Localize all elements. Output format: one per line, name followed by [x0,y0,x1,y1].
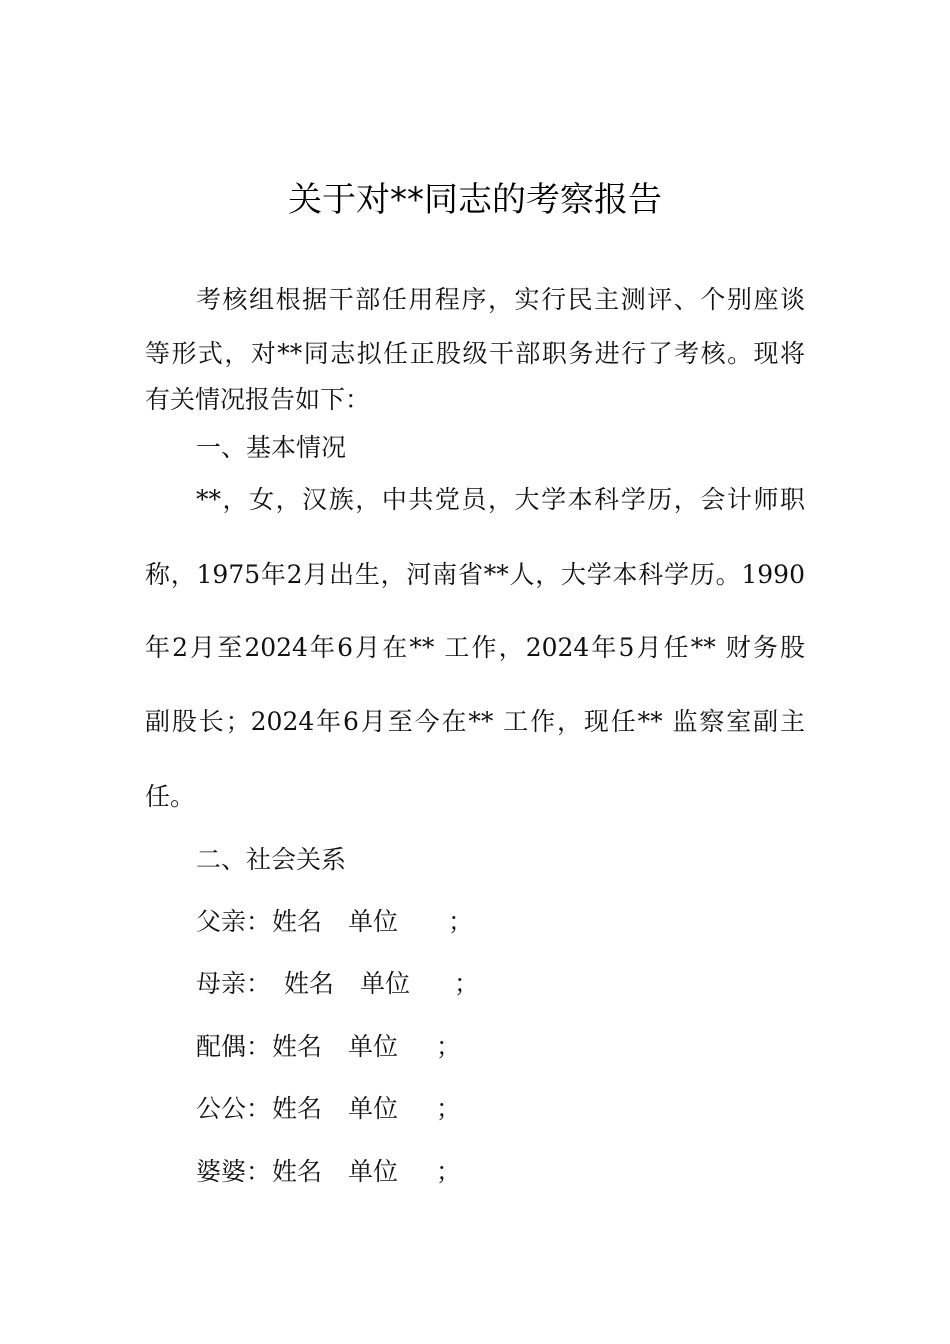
relation-row-mother [196,967,479,1001]
relation-label: 配偶： [196,1032,272,1061]
relation-label: 母亲： [196,969,272,998]
relation-name: 姓名 [272,1094,323,1123]
relation-end: ； [436,1157,462,1186]
relation-end: ； [436,1032,462,1061]
relation-row-spouse [196,1030,461,1064]
section-heading-basic: 一、基本情况 [196,433,347,462]
relation-name: 姓名 [272,1032,323,1061]
basic-line-3: 年2月至2024年6月在** 工作，2024年5月任** 财务股 [145,633,805,662]
intro-line-2: 等形式，对**同志拟任正股级干部职务进行了考核。现将 [145,339,805,368]
document-title: 关于对**同志的考察报告 [288,180,662,220]
relation-name: 姓名 [272,1157,323,1186]
relation-label: 父亲： [196,907,272,936]
relation-end: ； [448,907,474,936]
intro-line-3: 有关情况报告如下： [145,385,371,414]
relation-unit: 单位 [348,1094,399,1123]
relation-row-father-in-law [196,1092,461,1126]
relation-label: 婆婆： [196,1157,272,1186]
intro-line-1: 考核组根据干部任用程序，实行民主测评、个别座谈 [196,285,805,314]
relation-row-father [196,905,473,939]
section-heading-relations: 二、社会关系 [196,845,347,874]
relation-name: 姓名 [284,969,335,998]
basic-line-5: 任。 [145,782,196,811]
relation-unit: 单位 [348,1157,399,1186]
relation-unit: 单位 [348,907,399,936]
relation-unit: 单位 [360,969,411,998]
basic-line-2: 称，1975年2月出生，河南省**人，大学本科学历。1990 [145,560,805,589]
relation-row-mother-in-law [196,1155,461,1189]
relation-label: 公公： [196,1094,272,1123]
basic-line-4: 副股长；2024年6月至今在** 工作，现任** 监察室副主 [145,707,805,736]
relation-unit: 单位 [348,1032,399,1061]
relation-end: ； [436,1094,462,1123]
relation-name: 姓名 [272,907,323,936]
relation-end: ； [454,969,480,998]
basic-line-1: **，女，汉族，中共党员，大学本科学历，会计师职 [196,485,805,514]
